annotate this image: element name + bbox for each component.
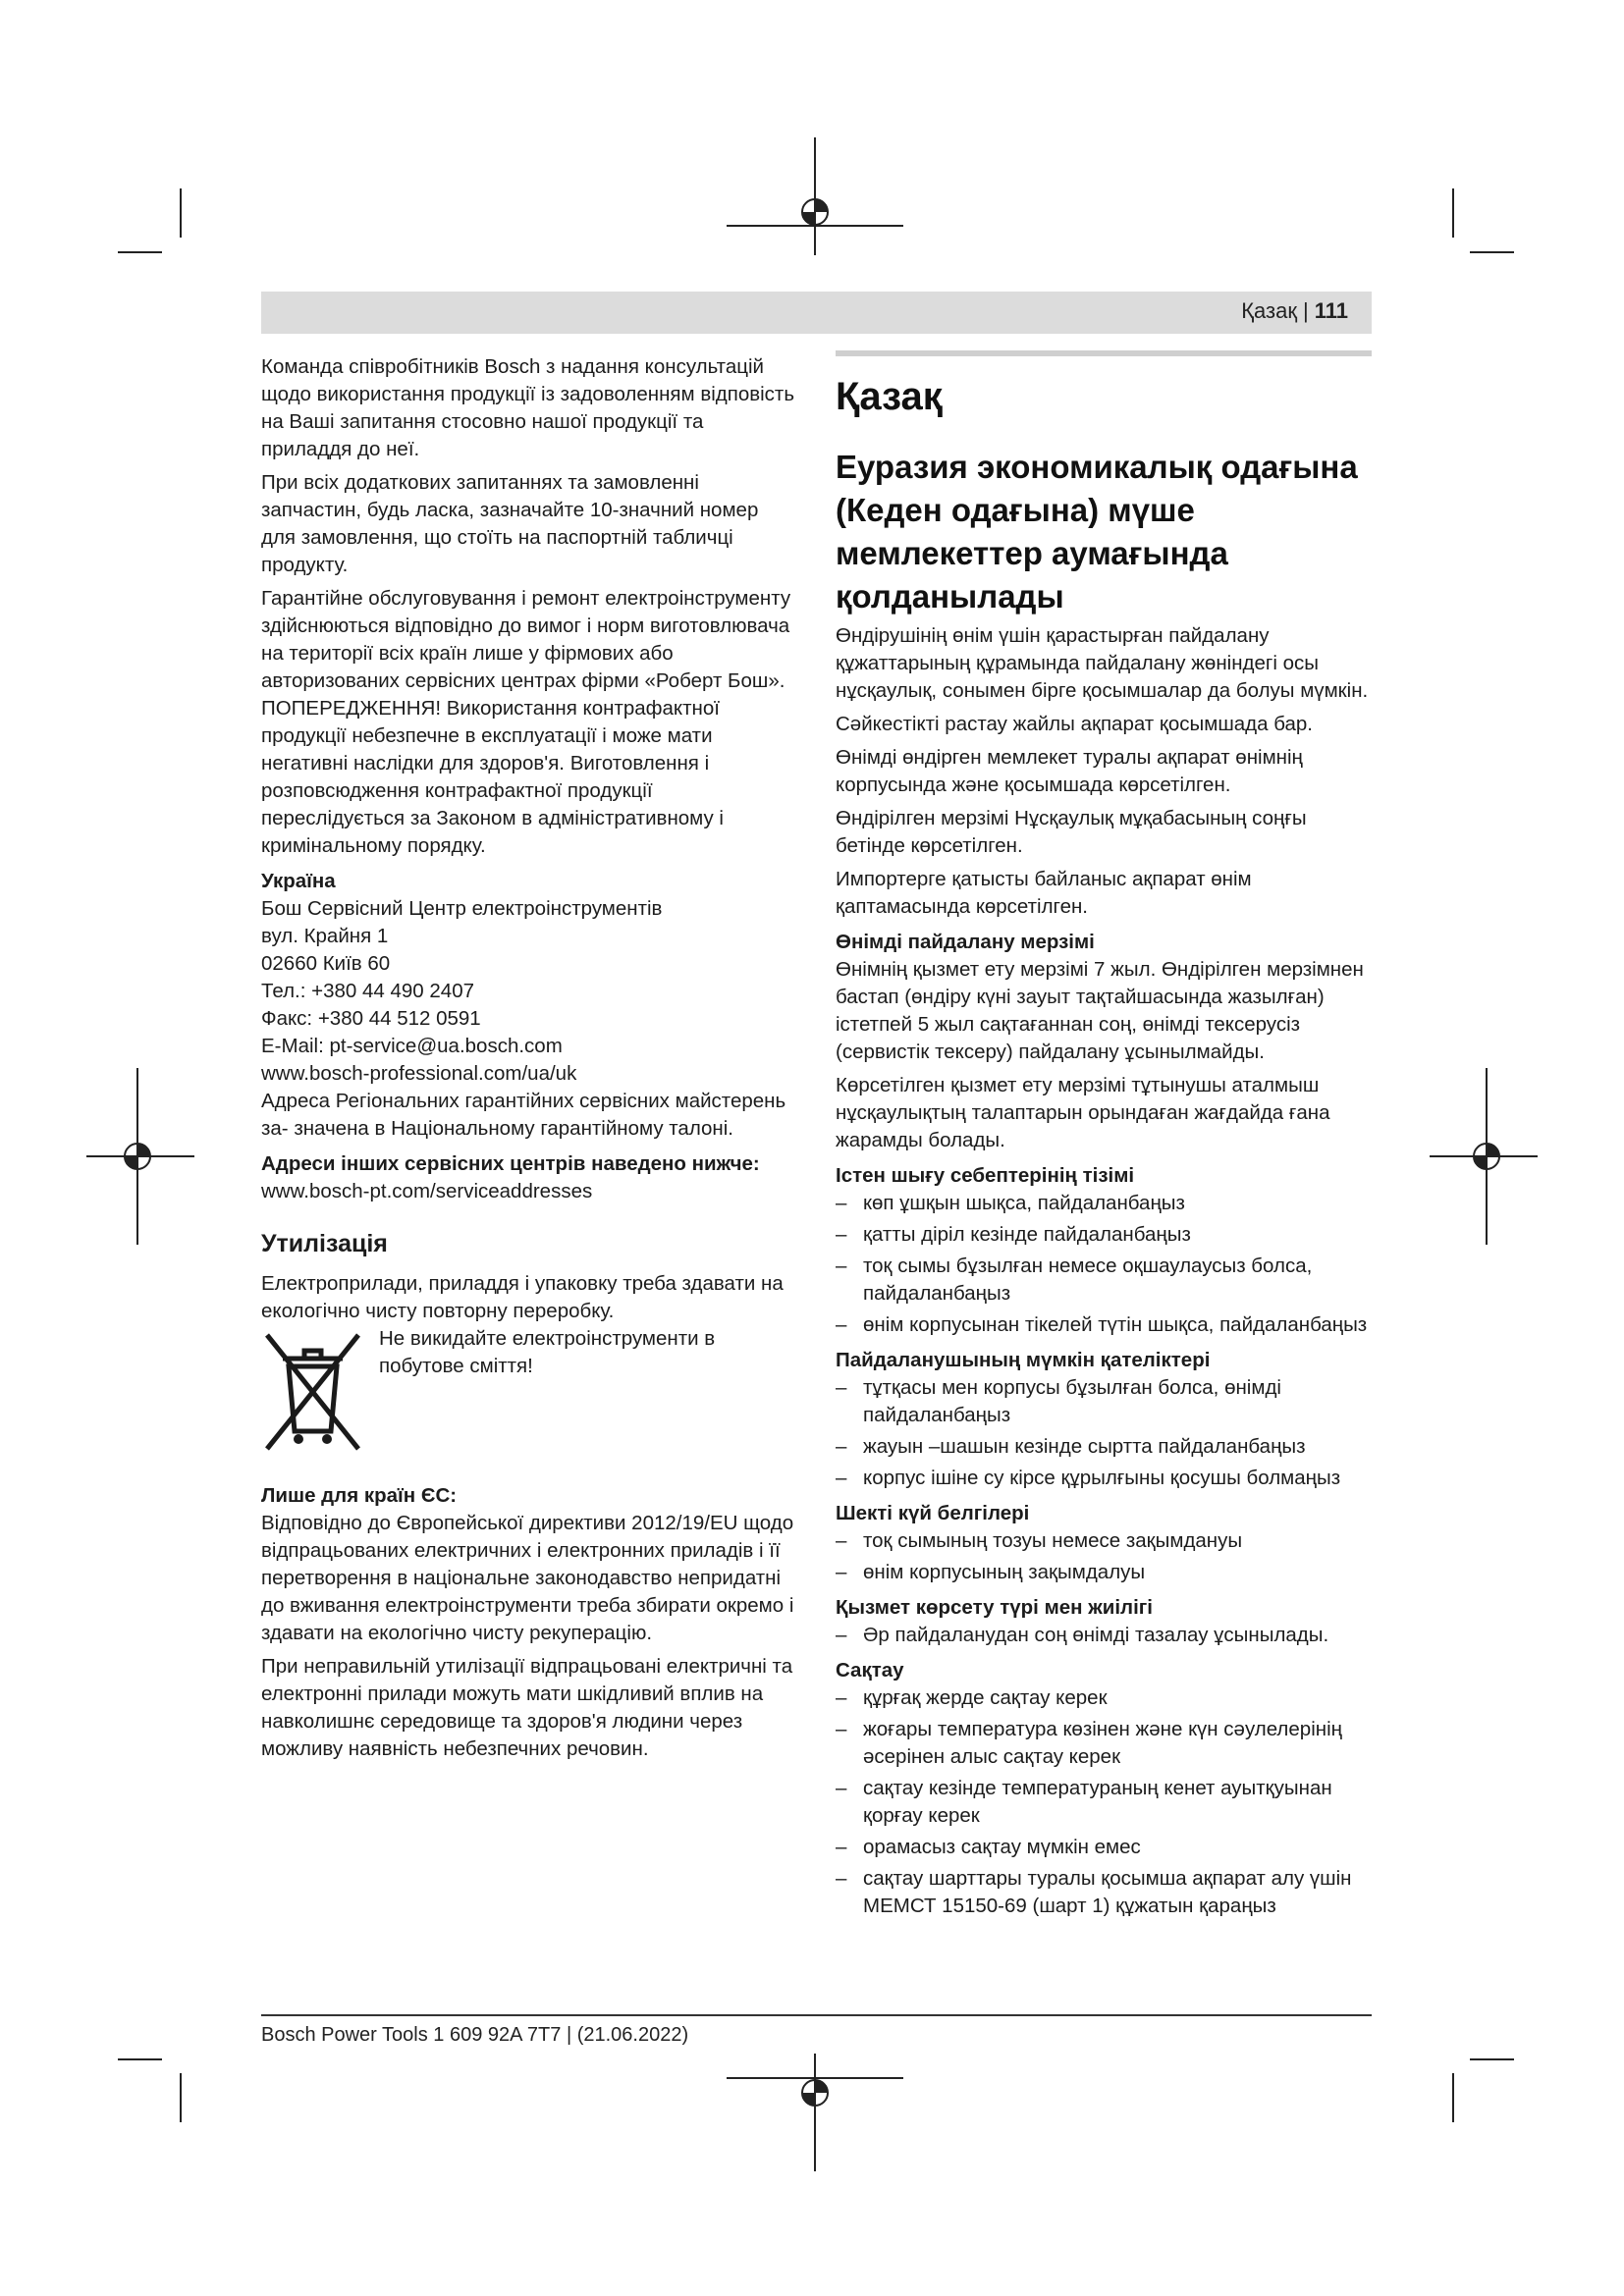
registration-mark-icon	[1430, 1068, 1538, 1245]
list-item: – сақтау кезінде температураның кенет ауытқуынан қорғау керек	[836, 1775, 1372, 1830]
service-life-heading: Өнімді пайдалану мерзімі	[836, 931, 1095, 953]
crop-mark	[180, 2073, 182, 2122]
language-title: Қазақ	[836, 375, 943, 418]
right-column	[836, 363, 1372, 1926]
list-item: – Әр пайдаланудан соң өнімді тазалау ұсынылады.	[836, 1622, 1372, 1649]
eu-paragraph: Відповідно до Європейської директиви 2012/19/EU щодо відпрацьованих електричних і електронних приладів і її перетворення в національне законодавство непридатні до вживання електроінструменти треба збирати окремо і здавати на екологічно чисту рекуперацію.	[261, 1512, 794, 1644]
crop-mark	[1452, 188, 1454, 238]
page-footer: Bosch Power Tools 1 609 92A 7T7 | (21.06.2022)	[261, 2024, 689, 2046]
user-errors-list	[836, 1374, 1372, 1492]
main-heading-line: қолданылады	[836, 578, 1064, 614]
header-section: Қазақ	[1241, 298, 1297, 323]
crop-mark	[1452, 2073, 1454, 2122]
list-item: – қатты діріл кезінде пайдаланбаңыз	[836, 1221, 1372, 1249]
website-line: www.bosch-professional.com/ua/uk	[261, 1062, 577, 1085]
user-errors-heading: Пайдаланушының мүмкін қателіктері	[836, 1349, 1211, 1371]
crop-mark	[1470, 2058, 1514, 2060]
storage-list	[836, 1684, 1372, 1920]
footer-rule	[261, 2014, 1372, 2016]
list-item: – жоғары температура көзінен және күн сәулелерінің әсерінен алыс сақтау керек	[836, 1716, 1372, 1771]
list-item: – тұтқасы мен корпусы бұзылған болса, өнімді пайдаланбаңыз	[836, 1374, 1372, 1429]
failure-heading: Істен шығу себептерінің тізімі	[836, 1164, 1135, 1187]
storage-heading: Сақтау	[836, 1659, 904, 1682]
crossed-bin-icon	[261, 1329, 364, 1455]
service-life-paragraph: Көрсетілген қызмет ету мерзімі тұтынушы аталмыш нұсқаулықтың талаптарын орындаған жағдайда ғана жарамды болады.	[836, 1074, 1330, 1151]
list-item: – сақтау шарттары туралы қосымша ақпарат алу үшін МЕМСТ 15150-69 (шарт 1) құжатын қараңыз	[836, 1865, 1372, 1920]
email-line: E-Mail: pt-service@ua.bosch.com	[261, 1035, 563, 1057]
crop-mark	[180, 188, 182, 238]
intro-paragraph: Өндірілген мерзімі Нұсқаулық мұқабасының соңғы бетінде көрсетілген.	[836, 807, 1307, 857]
left-column	[261, 353, 797, 1769]
service-address	[261, 895, 797, 1088]
limit-signs-heading: Шекті күй белгілері	[836, 1502, 1030, 1524]
weee-text: Не викидайте електроінструменти в побутове сміття!	[379, 1327, 716, 1377]
header-text: Қазақ | 111	[1241, 298, 1348, 323]
list-item: – өнім корпусынан тікелей түтін шықса, пайдаланбаңыз	[836, 1311, 1372, 1339]
intro-paragraph: Команда співробітників Bosch з надання консультацій щодо використання продукції із задоволенням відповість на Ваші запитання стосовно нашої продукції та приладдя до неї.	[261, 355, 794, 460]
page-header	[261, 292, 1372, 334]
regional-note: Адреса Регіональних гарантійних сервісних майстерень за- значена в Національному гарантійному талоні.	[261, 1090, 786, 1140]
intro-paragraph: Сәйкестікті растау жайлы ақпарат қосымшада бар.	[836, 713, 1314, 735]
service-type-heading: Қызмет көрсету түрі мен жиілігі	[836, 1596, 1153, 1619]
disposal-heading: Утилізація	[261, 1230, 388, 1257]
limit-signs-list	[836, 1527, 1372, 1586]
address-line: Бош Сервісний Центр електроінструментів	[261, 897, 663, 920]
crop-mark	[1470, 251, 1514, 253]
weee-notice	[261, 1325, 797, 1474]
intro-paragraph: При всіх додаткових запитаннях та замовленні запчастин, будь ласка, зазначайте 10-значний номер для замовлення, що стоїть на паспортній табличці продукту.	[261, 471, 759, 576]
intro-paragraph: Өндірушінің өнім үшін қарастырған пайдалану құжаттарының құрамында пайдалану жөніндегі осы нұсқаулық, сонымен бірге қосымшалар да болуы мүмкін.	[836, 624, 1369, 702]
country-heading: Україна	[261, 870, 336, 892]
main-heading	[836, 446, 1372, 618]
list-item: – орамасыз сақтау мүмкін емес	[836, 1834, 1372, 1861]
list-item: – тоқ сымының тозуы немесе зақымдануы	[836, 1527, 1372, 1555]
address-line: 02660 Київ 60	[261, 952, 391, 975]
crop-mark	[118, 251, 162, 253]
list-item: – корпус ішіне су кірсе құрылғыны қосушы болмаңыз	[836, 1465, 1372, 1492]
other-centers-heading: Адреси інших сервісних центрів наведено нижче:	[261, 1152, 760, 1175]
page-number: 111	[1314, 298, 1348, 323]
crop-mark	[118, 2058, 162, 2060]
intro-paragraph: Өнімді өндірген мемлекет туралы ақпарат өнімнің корпусында және қосымшада көрсетілген.	[836, 746, 1303, 796]
main-heading-line: (Кеден одағына) мүше	[836, 492, 1195, 528]
other-centers-url: www.bosch-pt.com/serviceaddresses	[261, 1180, 593, 1202]
list-item: – көп ұшқын шықса, пайдаланбаңыз	[836, 1190, 1372, 1217]
registration-mark-icon	[86, 1068, 194, 1245]
failure-list	[836, 1190, 1372, 1339]
list-item: – жауын –шашын кезінде сыртта пайдаланбаңыз	[836, 1433, 1372, 1461]
address-line: Факс: +380 44 512 0591	[261, 1007, 481, 1030]
intro-paragraph: Импортерге қатысты байланыс ақпарат өнім қаптамасында көрсетілген.	[836, 868, 1252, 918]
service-type-list	[836, 1622, 1372, 1649]
intro-paragraph: Гарантійне обслуговування і ремонт електроінструменту здійснюються відповідно до вимог і норм виготовлювача на території всіх країн лише у фірмових або авторизованих сервісних центрах фірми «Роберт Бош». ПОПЕРЕДЖЕННЯ! Використання контрафактної продукції небезпечне в експлуатації і може мати негативні наслідки для здоров'я. Виготовлення і розповсюдження контрафактної продукції переслідується за Законом в адміністративному і кримінальному порядку.	[261, 587, 791, 857]
list-item: – құрғақ жерде сақтау керек	[836, 1684, 1372, 1712]
address-line: Тел.: +380 44 490 2407	[261, 980, 475, 1002]
service-life-paragraph: Өнімнің қызмет ету мерзімі 7 жыл. Өндірілген мерзімнен бастап (өндіру күні зауыт тақтайшасында жазылған) істетпей 5 жыл сақтағаннан соң, өнімді тексерусіз (сервистік тексеру) пайдалану ұсынылмайды.	[836, 958, 1364, 1063]
main-heading-line: Еуразия экономикалық одағына	[836, 449, 1358, 485]
section-rule	[836, 350, 1372, 356]
list-item: – өнім корпусының зақымдалуы	[836, 1559, 1372, 1586]
registration-mark-icon	[727, 137, 903, 255]
eu-heading: Лише для країн ЄС:	[261, 1484, 458, 1507]
eu-paragraph: При неправильній утилізації відпрацьовані електричні та електронні прилади можуть мати шкідливий вплив на навколишнє середовище та здоров'я людини через можливу наявність небезпечних речовин.	[261, 1655, 793, 1760]
disposal-text: Електроприлади, приладдя і упаковку треба здавати на екологічно чисту повторну переробку.	[261, 1272, 784, 1322]
list-item: – тоқ сымы бұзылған немесе оқшаулаусыз болса, пайдаланбаңыз	[836, 1253, 1372, 1308]
registration-mark-icon	[727, 2054, 903, 2171]
address-line: вул. Крайня 1	[261, 925, 389, 947]
main-heading-line: мемлекеттер аумағында	[836, 535, 1228, 571]
